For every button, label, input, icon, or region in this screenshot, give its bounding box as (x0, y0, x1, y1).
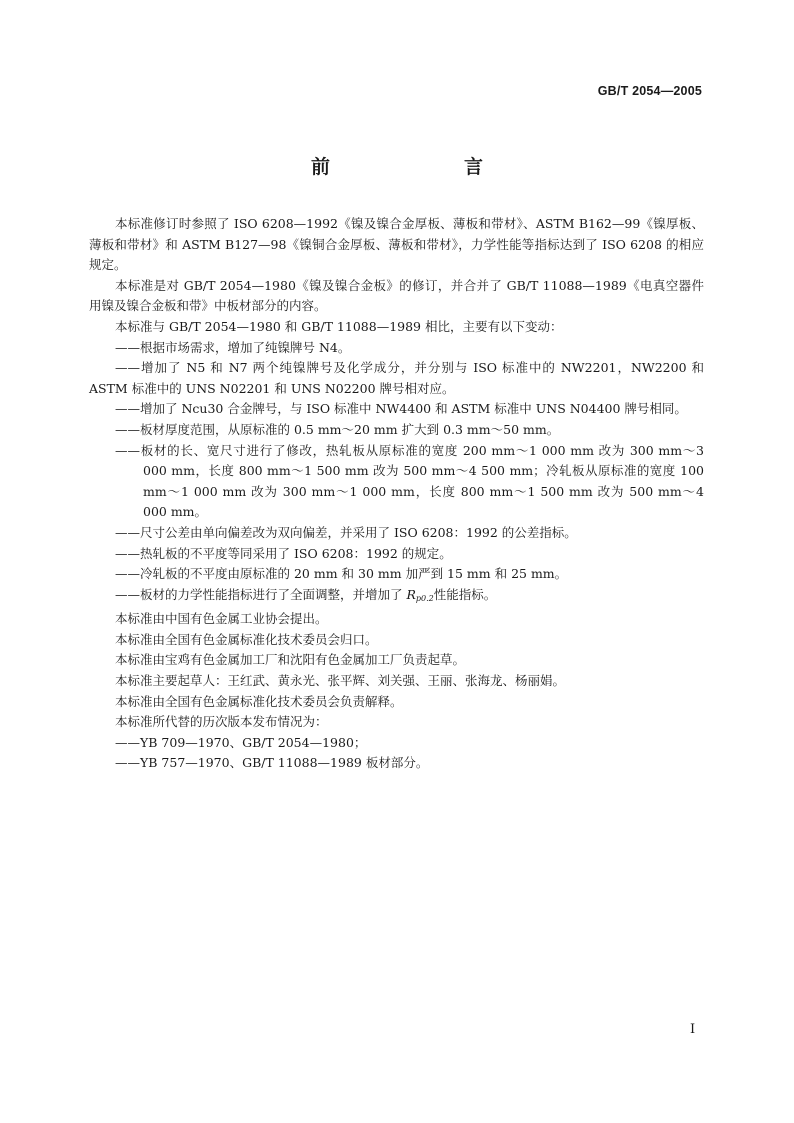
paragraph-managed-by: 本标准由全国有色金属标准化技术委员会归口。 (115, 631, 378, 647)
change-item-tolerance: ——尺寸公差由单向偏差改为双向偏差，并采用了 ISO 6208：1992 的公差指标。 (115, 524, 577, 540)
previous-edition-item: ——YB 757—1970、GB/T 11088—1989 板材部分。 (115, 755, 429, 771)
change-item-text-end: 性能指标。 (433, 586, 497, 602)
paragraph-reference-standards: 本标准修订时参照了 ISO 6208—1992《镍及镍合金厚板、薄板和带材》、ASTM B162—99《镍厚板、薄板和带材》和 ASTM B127—98《镍铜合金厚板、薄板和带材》，力学性能等指标达到了 ISO 6208 的相应规定。 (89, 216, 704, 273)
change-item-n4: ——根据市场需求，增加了纯镍牌号 N4。 (115, 339, 351, 355)
paragraph-proposed-by: 本标准由中国有色金属工业协会提出。 (115, 611, 328, 627)
page-number: I (690, 1022, 696, 1037)
change-item-cold-rolled-flatness: ——冷轧板的不平度由原标准的 20 mm 和 30 mm 加严到 15 mm 和 25 mm。 (115, 566, 568, 582)
foreword-body (89, 214, 704, 774)
change-item-n5-n7: ——增加了 N5 和 N7 两个纯镍牌号及化学成分，并分别与 ISO 标准中的 NW2201，NW2200 和 ASTM 标准中的 UNS N02201 和 UNS N02200 牌号相对应。 (89, 360, 704, 396)
paragraph-interpretation: 本标准由全国有色金属标准化技术委员会负责解释。 (115, 693, 403, 709)
change-item-hot-rolled-flatness: ——热轧板的不平度等同采用了 ISO 6208：1992 的规定。 (115, 545, 452, 561)
change-item-text: ——板材的力学性能指标进行了全面调整，并增加了 (115, 586, 407, 602)
paragraph-revision: 本标准是对 GB/T 2054—1980《镍及镍合金板》的修订，并合并了 GB/T 11088—1989《电真空器件用镍及镍合金板和带》中板材部分的内容。 (89, 277, 704, 314)
paragraph-previous-editions: 本标准所代替的历次版本发布情况为： (115, 714, 328, 730)
change-item-ncu30: ——增加了 Ncu30 合金牌号，与 ISO 标准中 NW4400 和 ASTM 标准中 UNS N04400 牌号相同。 (115, 401, 687, 417)
yield-strength-symbol: R (406, 586, 416, 602)
change-item-thickness: ——板材厚度范围，从原标准的 0.5 mm～20 mm 扩大到 0.3 mm～50 mm。 (115, 421, 560, 437)
standard-code: GB/T 2054—2005 (597, 84, 702, 98)
change-item-mechanical-properties (89, 585, 704, 610)
paragraph-changes-intro: 本标准与 GB/T 2054—1980 和 GB/T 11088—1989 相比，主要有以下变动： (115, 318, 563, 334)
paragraph-drafted-by: 本标准由宝鸡有色金属加工厂和沈阳有色金属加工厂负责起草。 (115, 652, 466, 668)
page-title: 前 言 (310, 156, 515, 178)
paragraph-drafters: 本标准主要起草人：王红武、黄永光、张平辉、刘关强、王丽、张海龙、杨丽娟。 (115, 673, 566, 689)
yield-strength-subscript: p0.2 (415, 593, 434, 603)
change-item-dimensions: ——板材的长、宽尺寸进行了修改，热轧板从原标准的宽度 200 mm～1 000 mm 改为 300 mm～3 000 mm，长度 800 mm～1 500 mm 改为 500 mm～4 500 mm；冷轧板从原标准的宽度 100 mm～1 000 mm 改为 300 mm～1 000 mm，长度 800 mm～1 500 mm 改为 500 mm～4 000 mm。 (115, 442, 704, 520)
previous-edition-item: ——YB 709—1970、GB/T 2054—1980； (115, 734, 367, 750)
